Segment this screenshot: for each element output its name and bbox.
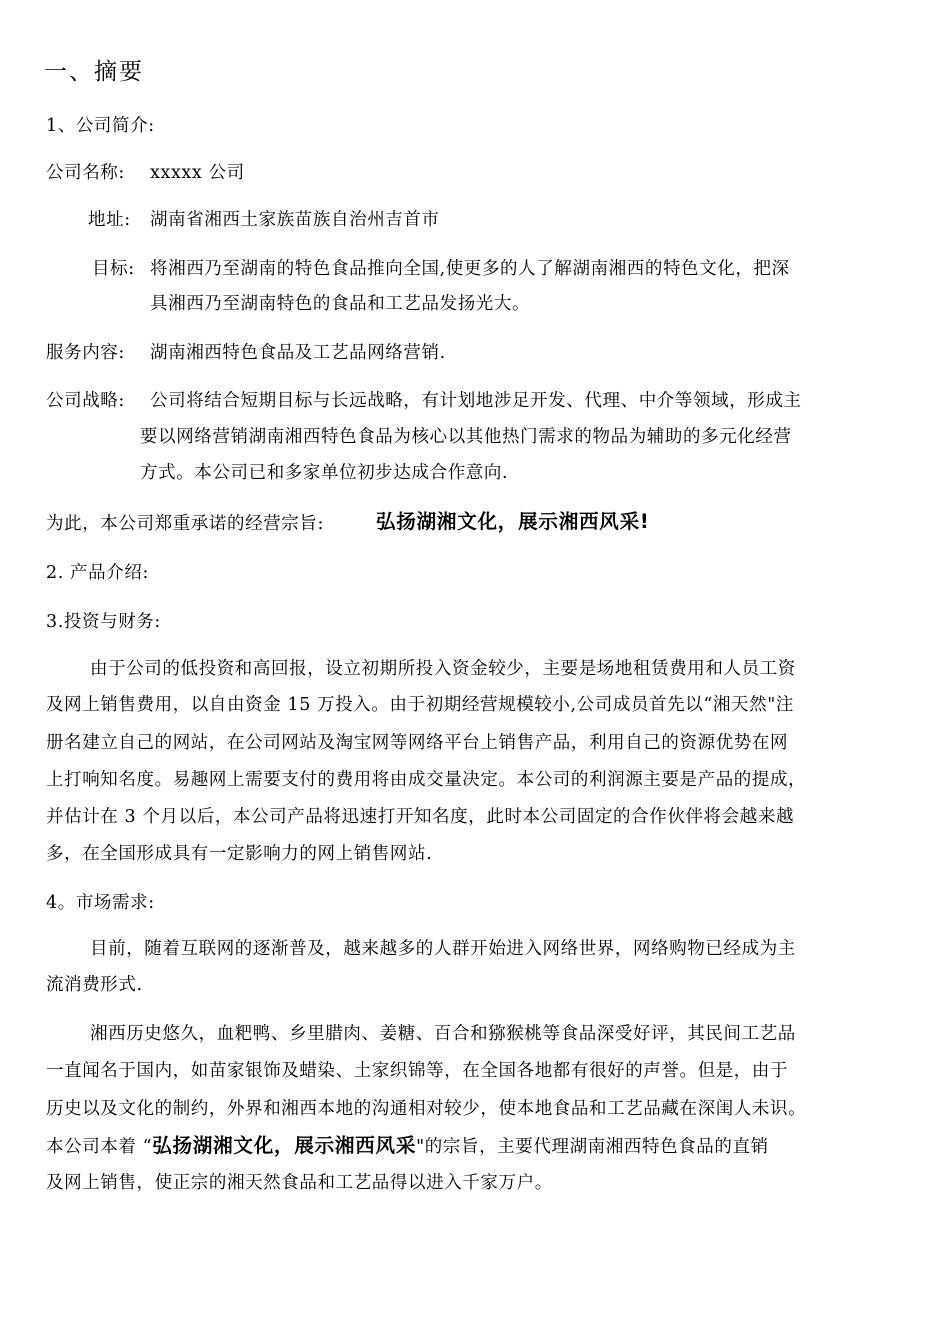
investment-line-4: 上打响知名度。易趣网上需要支付的费用将由成交量决定。本公司的利润源主要是产品的提成，: [46, 770, 807, 790]
service-label: 服务内容:: [46, 343, 125, 363]
subsection-title-products: 2. 产品介绍:: [46, 563, 149, 583]
subsection-title-market: 4。市场需求:: [46, 893, 155, 913]
goal-label: 目标:: [92, 259, 135, 279]
investment-line-2: 及网上销售费用，以自由资金 15 万投入。由于初期经营规模较小,公司成员首先以“湘天然"注: [46, 695, 794, 715]
investment-line-6: 多，在全国形成具有一定影响力的网上销售网站.: [46, 844, 433, 864]
section-heading: 一、摘要: [44, 59, 144, 85]
address-value: 湖南省湘西土家族苗族自治州吉首市: [150, 210, 440, 230]
market-p2-line-2: 一直闻名于国内，如苗家银饰及蜡染、土家织锦等，在全国各地都有很好的声誉。但是，由于: [46, 1061, 789, 1081]
open-quote: “: [142, 1137, 153, 1157]
market-p1-line-1: 目前，随着互联网的逐渐普及，越来越多的人群开始进入网络世界，网络购物已经成为主: [90, 939, 796, 959]
market-p2-line-3: 历史以及文化的制约，外界和湘西本地的沟通相对较少，使本地食品和工艺品藏在深闺人未识。: [46, 1099, 807, 1119]
market-p2-line-1: 湘西历史悠久，血粑鸭、乡里腊肉、姜糖、百合和猕猴桃等食品深受好评，其民间工艺品: [90, 1024, 796, 1044]
market-p2-line-4: [46, 1134, 769, 1159]
market-p2-line-4-end: "的宗旨，主要代理湖南湘西特色食品的直销: [416, 1137, 769, 1157]
investment-line-1: 由于公司的低投资和高回报，设立初期所投入资金较少，主要是场地租赁费用和人员工资: [90, 659, 796, 679]
motto-prefix: 为此，本公司郑重承诺的经营宗旨:: [46, 514, 324, 534]
company-name-value: xxxxx 公司: [150, 163, 245, 183]
strategy-line-3: 方式。本公司已和多家单位初步达成合作意向.: [140, 463, 509, 483]
market-p2-line-4-start: 本公司本着: [46, 1137, 137, 1157]
company-name-label: 公司名称:: [46, 163, 125, 183]
market-p1-line-2: 流消费形式.: [46, 975, 143, 995]
market-p2-line-5: 及网上销售，使正宗的湘天然食品和工艺品得以进入千家万户。: [46, 1173, 553, 1193]
subsection-title-company-intro: 1、公司简介:: [46, 116, 155, 136]
investment-line-3: 册名建立自己的网站，在公司网站及淘宝网等网络平台上销售产品，利用自己的资源优势在网: [46, 733, 789, 753]
goal-line-1: 将湘西乃至湖南的特色食品推向全国,使更多的人了解湖南湘西的特色文化，把深: [150, 259, 790, 279]
motto: 弘扬湖湘文化，展示湘西风采!: [376, 510, 650, 533]
investment-line-5: 并估计在 3 个月以后，本公司产品将迅速打开知名度，此时本公司固定的合作伙伴将会越来越: [46, 807, 795, 827]
subsection-title-investment: 3.投资与财务:: [46, 612, 161, 632]
strategy-line-2: 要以网络营销湖南湘西特色食品为核心以其他热门需求的物品为辅助的多元化经营: [140, 427, 792, 447]
strategy-label: 公司战略:: [46, 391, 125, 411]
goal-line-2: 具湘西乃至湖南特色的食品和工艺品发扬光大。: [150, 294, 531, 314]
service-value: 湖南湘西特色食品及工艺品网络营销.: [150, 343, 446, 363]
market-motto: 弘扬湖湘文化，展示湘西风采: [152, 1134, 417, 1157]
address-label: 地址:: [88, 210, 131, 230]
strategy-line-1: 公司将结合短期目标与长远战略，有计划地涉足开发、代理、中介等领域，形成主: [150, 391, 802, 411]
